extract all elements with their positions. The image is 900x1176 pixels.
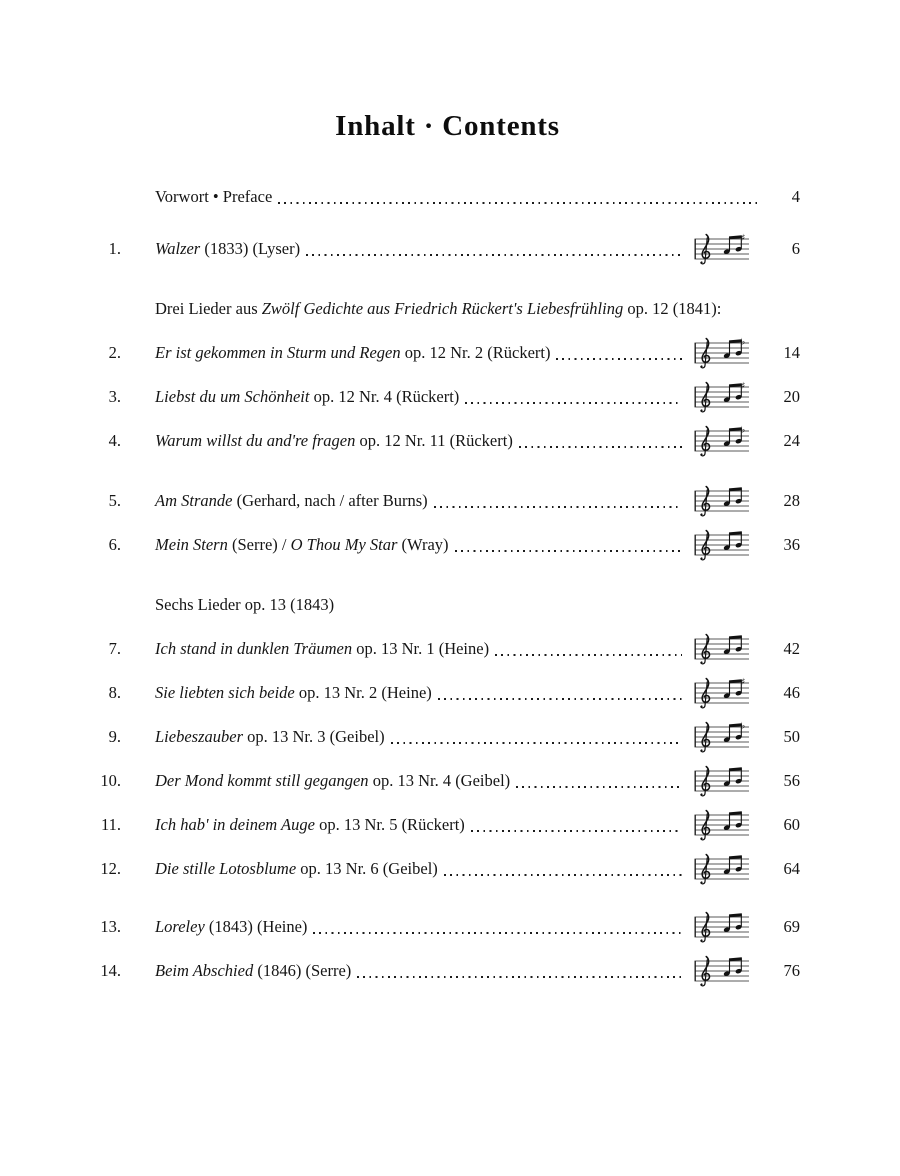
toc-row: [95, 759, 800, 803]
dot-leader: [311, 905, 684, 949]
title-segment: Liebeszauber: [155, 727, 243, 746]
dot-leader: [554, 331, 684, 375]
musical-incipit-icon: [694, 909, 750, 945]
entry-number: 11.: [100, 815, 121, 834]
toc-row: [95, 847, 800, 891]
musical-incipit-icon: [694, 953, 750, 989]
entry-number: 10.: [100, 771, 121, 790]
dot-leader: [469, 803, 684, 847]
musical-incipit-icon: [694, 335, 750, 371]
dot-leader: [453, 523, 684, 567]
entry-page-number: 28: [783, 491, 800, 510]
toc-row: [95, 375, 800, 419]
musical-incipit-icon: [694, 763, 750, 799]
entry-number: 6.: [108, 535, 121, 554]
entry-page-number: 36: [783, 535, 800, 554]
title-segment: Ich stand in dunklen Träumen: [155, 639, 353, 658]
musical-incipit-icon: [694, 675, 750, 711]
dot-leader: [493, 627, 684, 671]
entry-number: 1.: [108, 239, 121, 258]
title-segment: Er ist gekommen in Sturm und Regen: [155, 343, 401, 362]
title-segment: (Serre) /: [227, 535, 291, 554]
title-segment: op. 13 Nr. 4 (Geibel): [368, 771, 511, 790]
title-segment: Sie liebten sich beide: [155, 683, 295, 702]
dot-leader: [276, 175, 762, 219]
entry-page-number: 24: [783, 431, 800, 450]
entry-title: [155, 299, 721, 319]
title-segment: op. 13 Nr. 2 (Heine): [294, 683, 432, 702]
title-segment: op. 12 Nr. 4 (Rückert): [309, 387, 460, 406]
entry-number: 12.: [100, 859, 121, 878]
title-segment: Am Strande: [155, 491, 233, 510]
svg-text:♭: ♭: [741, 721, 746, 732]
title-segment: (Gerhard, nach / after Burns): [232, 491, 428, 510]
entry-page-number: 69: [783, 917, 800, 936]
entry-number: 4.: [108, 431, 121, 450]
entry-page-number: 60: [783, 815, 800, 834]
entry-page-number: 6: [791, 239, 800, 258]
title-segment: (1843) (Heine): [204, 917, 308, 936]
musical-incipit-icon: [694, 807, 750, 843]
title-segment: op. 12 (1841):: [623, 299, 722, 318]
title-segment: (1833) (Lyser): [200, 239, 301, 258]
title-segment: Walzer: [155, 239, 201, 258]
toc-row: [95, 949, 800, 993]
musical-incipit-icon: [694, 719, 750, 755]
entry-title: [155, 639, 489, 659]
title-segment: Zwölf Gedichte aus Friedrich Rückert's Liebesfrühling: [261, 299, 624, 318]
entry-page-number: 14: [783, 343, 800, 362]
title-segment: Warum willst du and're fragen: [155, 431, 356, 450]
entry-title: [155, 387, 459, 407]
toc-row: [95, 715, 800, 759]
svg-text:♭: ♭: [741, 425, 746, 436]
entry-number: 13.: [100, 917, 121, 936]
toc-row: [95, 523, 800, 567]
toc-row: [95, 227, 800, 271]
toc-list: [95, 175, 800, 993]
title-segment: op. 12 Nr. 2 (Rückert): [400, 343, 551, 362]
title-segment: Beim Abschied: [155, 961, 254, 980]
entry-title: [155, 727, 385, 747]
svg-text:♭: ♭: [741, 337, 746, 348]
dot-leader: [304, 227, 684, 271]
dot-leader: [389, 715, 684, 759]
entry-title: [155, 771, 510, 791]
entry-page-number: 76: [783, 961, 800, 980]
entry-title: [155, 187, 272, 207]
toc-row: [95, 331, 800, 375]
svg-text:♯: ♯: [741, 233, 746, 244]
title-segment: Drei Lieder aus: [155, 299, 262, 318]
dot-leader: [517, 419, 684, 463]
musical-incipit-icon: [694, 483, 750, 519]
title-segment: Vorwort • Preface: [155, 187, 273, 206]
dot-leader: [355, 949, 684, 993]
toc-row: [95, 905, 800, 949]
title-segment: op. 13 Nr. 3 (Geibel): [243, 727, 385, 746]
entry-number: 8.: [108, 683, 121, 702]
toc-row: [95, 419, 800, 463]
musical-incipit-icon: [694, 379, 750, 415]
page-title: Inhalt · Contents: [335, 110, 560, 142]
dot-leader: [514, 759, 684, 803]
entry-title: [155, 961, 351, 981]
entry-number: 9.: [108, 727, 121, 746]
dot-leader: [463, 375, 684, 419]
entry-title: [155, 535, 449, 555]
toc-row: [95, 671, 800, 715]
svg-text:♯: ♯: [741, 677, 746, 688]
title-segment: Die stille Lotosblume: [155, 859, 297, 878]
entry-title: [155, 683, 432, 703]
entry-title: [155, 859, 438, 879]
entry-page-number: 50: [783, 727, 800, 746]
entry-number: 14.: [100, 961, 121, 980]
title-segment: Ich hab' in deinem Auge: [155, 815, 315, 834]
entry-number: 5.: [108, 491, 121, 510]
title-segment: Mein Stern: [155, 535, 228, 554]
entry-title: [155, 343, 550, 363]
entry-number: 3.: [108, 387, 121, 406]
musical-incipit-icon: [694, 231, 750, 267]
toc-row: [95, 287, 800, 331]
dot-leader: [432, 479, 684, 523]
title-segment: op. 13 Nr. 5 (Rückert): [314, 815, 465, 834]
toc-row: [95, 479, 800, 523]
svg-text:♯: ♯: [741, 381, 746, 392]
entry-page-number: 46: [783, 683, 800, 702]
entry-page-number: 56: [783, 771, 800, 790]
entry-number: 2.: [108, 343, 121, 362]
title-segment: Loreley: [155, 917, 205, 936]
entry-page-number: 4: [791, 187, 800, 206]
title-segment: op. 12 Nr. 11 (Rückert): [355, 431, 513, 450]
title-segment: Der Mond kommt still gegangen: [155, 771, 369, 790]
toc-row: [95, 175, 800, 219]
title-segment: O Thou My Star: [290, 535, 398, 554]
entry-title: [155, 815, 465, 835]
entry-title: [155, 595, 334, 615]
entry-title: [155, 431, 513, 451]
musical-incipit-icon: [694, 423, 750, 459]
dot-leader: [436, 671, 684, 715]
entry-number: 7.: [108, 639, 121, 658]
title-segment: op. 13 Nr. 1 (Heine): [352, 639, 490, 658]
musical-incipit-icon: [694, 631, 750, 667]
entry-title: [155, 491, 428, 511]
title-segment: (1846) (Serre): [253, 961, 352, 980]
musical-incipit-icon: [694, 851, 750, 887]
entry-page-number: 64: [783, 859, 800, 878]
toc-row: [95, 583, 800, 627]
title-segment: (Wray): [397, 535, 449, 554]
title-segment: op. 13 Nr. 6 (Geibel): [296, 859, 438, 878]
entry-page-number: 42: [783, 639, 800, 658]
toc-row: [95, 803, 800, 847]
title-segment: Sechs Lieder op. 13 (1843): [155, 595, 335, 614]
entry-title: [155, 917, 307, 937]
title-segment: Liebst du um Schönheit: [155, 387, 310, 406]
entry-title: [155, 239, 300, 259]
entry-page-number: 20: [783, 387, 800, 406]
dot-leader: [442, 847, 684, 891]
toc-row: [95, 627, 800, 671]
musical-incipit-icon: [694, 527, 750, 563]
